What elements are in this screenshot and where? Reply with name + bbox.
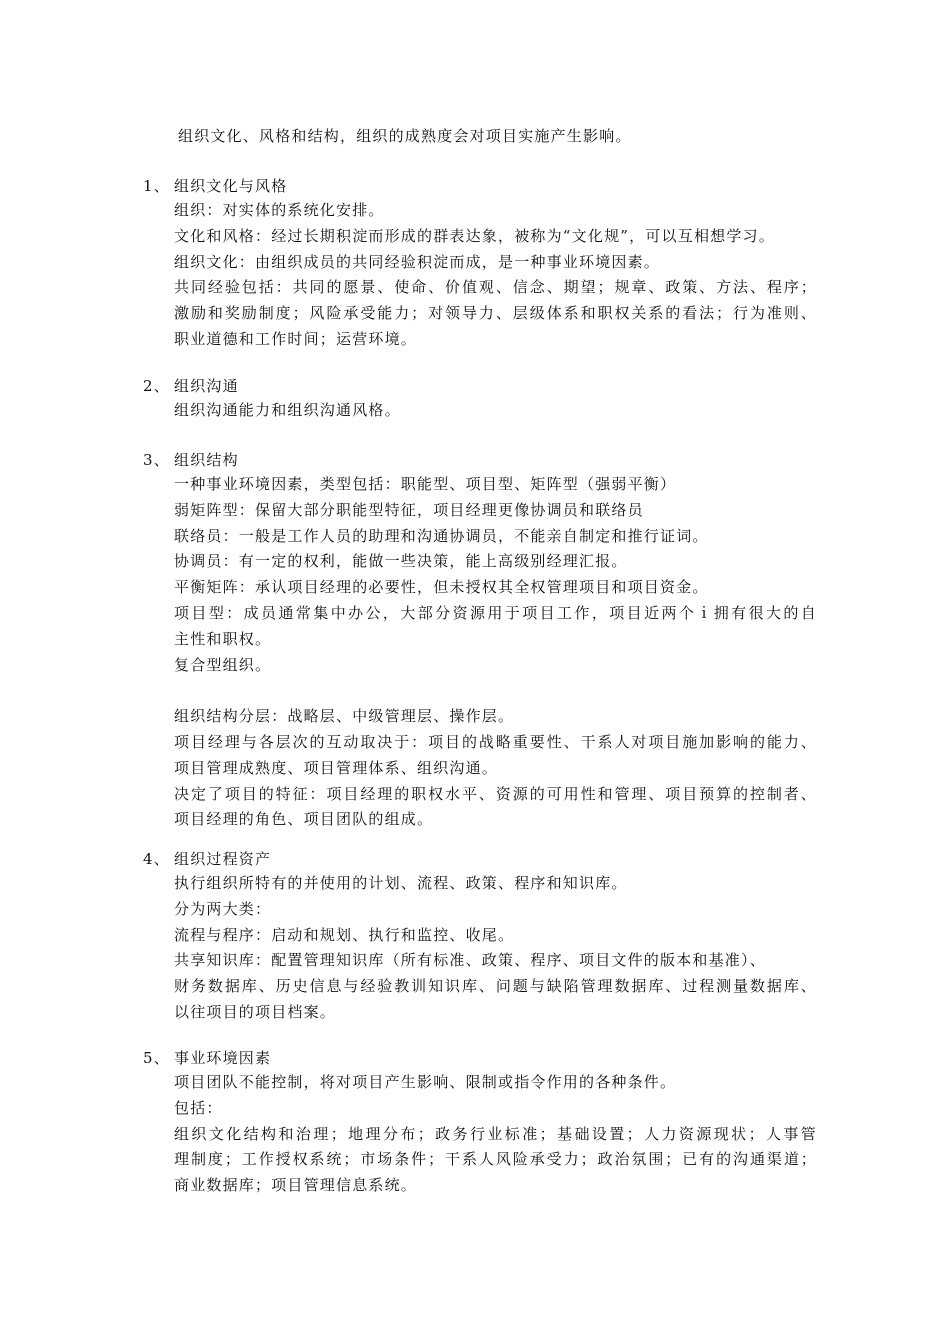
text-line: 项目经理与各层次的互动取决于：项目的战略重要性、干系人对项目施加影响的能力、 [174,732,817,751]
text-line: 一种事业环境因素，类型包括：职能型、项目型、矩阵型（强弱平衡） [174,475,677,493]
section-heading [143,174,833,198]
section-body [174,871,833,1026]
text-line: 文化和风格：经过长期积淀而形成的群表达象，被称为“文化规”，可以互相想学习。 [174,226,775,245]
section-organizational-culture [143,174,833,353]
text-line: 流程与程序：启动和规划、执行和监控、收尾。 [174,925,515,944]
text-line: 组织：对实体的系统化安排。 [174,201,385,219]
section-number: 2、 [143,377,170,395]
section-title: 组织沟通 [174,377,239,395]
section-organizational-structure [143,448,833,833]
section-title: 事业环境因素 [174,1049,272,1067]
text-line: 职业道德和工作时间；运营环境。 [174,329,418,348]
text-line: 激励和奖励制度；风险承受能力；对领导力、层级体系和职权关系的看法；行为准则、 [174,304,817,323]
section-enterprise-environmental-factors [143,1046,833,1199]
section-number: 3、 [143,451,170,469]
text-line: 理制度；工作授权系统；市场条件；干系人风险承受力；政治氛围；已有的沟通渠道； [174,1150,817,1169]
text-line: 商业数据库；项目管理信息系统。 [174,1176,418,1195]
blank-line [174,678,833,704]
section-body [174,398,833,424]
text-line: 联络员：一般是工作人员的助理和沟通协调员，不能亲自制定和推行证词。 [174,526,709,545]
text-line: 弱矩阵型：保留大部分职能型特征，项目经理更像协调员和联络员 [174,500,644,519]
text-line: 分为两大类： [174,899,272,918]
text-line: 协调员：有一定的权利，能做一些决策，能上高级别经理汇报。 [174,552,628,571]
intro-paragraph: 组织文化、风格和结构，组织的成熟度会对项目实施产生影响。 [178,127,632,145]
text-line: 共同经验包括：共同的愿景、使命、价值观、信念、期望；规章、政策、方法、程序； [174,278,817,297]
text-line: 组织结构分层：战略层、中级管理层、操作层。 [174,707,515,726]
section-number: 4、 [143,850,170,868]
section-body [174,198,833,353]
text-line: 决定了项目的特征：项目经理的职权水平、资源的可用性和管理、项目预算的控制者、 [174,784,817,803]
text-line: 平衡矩阵：承认项目经理的必要性，但未授权其全权管理项目和项目资金。 [174,578,709,597]
text-line: 组织文化结构和治理；地理分布；政务行业标准；基础设置；人力资源现状；人事管 [174,1124,817,1143]
text-line: 项目管理成熟度、项目管理体系、组织沟通。 [174,758,499,777]
section-title: 组织过程资产 [174,850,272,868]
text-line: 财务数据库、历史信息与经验教训知识库、问题与缺陷管理数据库、过程测量数据库、 [174,977,817,996]
text-line: 项目团队不能控制，将对项目产生影响、限制或指令作用的各种条件。 [174,1073,677,1091]
section-heading [143,847,833,871]
text-line: 主性和职权。 [174,629,272,648]
section-body [174,472,833,833]
section-body [174,1070,833,1199]
section-heading [143,448,833,472]
text-line: 组织文化：由组织成员的共同经验积淀而成，是一种事业环境因素。 [174,252,661,271]
text-line: 共享知识库：配置管理知识库（所有标准、政策、程序、项目文件的版本和基准）、 [174,951,766,970]
text-line: 项目经理的角色、项目团队的组成。 [174,810,434,829]
section-number: 5、 [143,1049,170,1067]
section-title: 组织文化与风格 [174,177,288,195]
section-heading [143,1046,833,1070]
text-line: 包括： [174,1098,223,1117]
text-line: 组织沟通能力和组织沟通风格。 [174,401,401,419]
section-organizational-communication [143,374,833,424]
text-line: 以往项目的项目档案。 [174,1002,337,1021]
section-number: 1、 [143,177,170,195]
text-line: 复合型组织。 [174,655,272,674]
text-line: 项目型：成员通常集中办公，大部分资源用于项目工作，项目近两个ｉ拥有很大的自 [174,603,817,622]
section-title: 组织结构 [174,451,239,469]
section-organizational-process-assets [143,847,833,1026]
section-heading [143,374,833,398]
text-line: 执行组织所特有的并使用的计划、流程、政策、程序和知识库。 [174,874,628,892]
